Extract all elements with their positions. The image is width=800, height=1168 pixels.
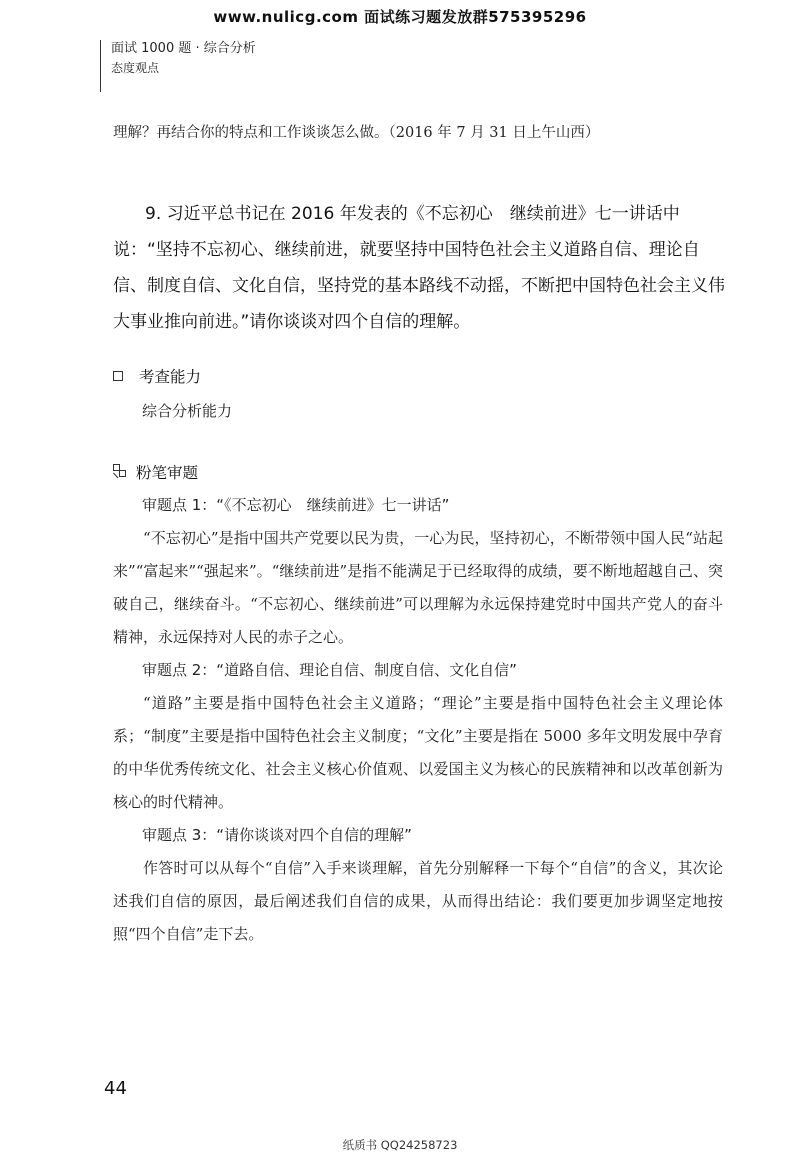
analysis-heading xyxy=(113,462,198,484)
analysis-point-1-label: 审题点 1：“《不忘初心 继续前进》七一讲话” xyxy=(142,496,450,514)
chalk-grid-icon xyxy=(113,464,126,479)
analysis-point-2-body: “道路”主要是指中国特色社会主义道路；“理论”主要是指中国特色社会主义理论体系；“制度”主要是指中国特色社会主义制度；“文化”主要是指在 5000 多年文明发展中孕育的中华优秀传统文化、社会主义核心价值观、以爱国主义为核心的民族精神和以改革创新为核心的时代精神。 xyxy=(113,694,723,811)
running-header xyxy=(100,40,256,92)
analysis-point-1-body: “不忘初心”是指中国共产党要以民为贵，一心为民，坚持初心，不断带领中国人民“站起来”“富起来”“强起来”。“继续前进”是指不能满足于已经取得的成绩，要不断地超越自己、突破自己，继续奋斗。“不忘初心、继续前进”可以理解为永远保持建党时中国共产党人的奋斗精神，永远保持对人民的赤子之心。 xyxy=(113,529,723,646)
ability-heading-label: 考查能力 xyxy=(139,368,202,386)
question-9: 9. 习近平总书记在 2016 年发表的《不忘初心 继续前进》七一讲话中说：“坚持不忘初心、继续前进，就要坚持中国特色社会主义道路自信、理论自信、制度自信、文化自信，坚持党的基本路线不动摇，不断把中国特色社会主义伟大事业推向前进。”请你谈谈对四个自信的理解。 xyxy=(113,204,725,332)
square-bullet-icon xyxy=(113,371,123,381)
analysis-point-2-label: 审题点 2：“道路自信、理论自信、制度自信、文化自信” xyxy=(142,661,517,679)
previous-question-continuation: 理解？再结合你的特点和工作谈谈怎么做。（2016 年 7 月 31 日上午山西） xyxy=(113,125,600,141)
ability-content: 综合分析能力 xyxy=(142,402,233,420)
top-banner: www.nulicg.com 面试练习题发放群575395296 xyxy=(213,8,587,26)
footer-note: 纸质书 QQ24258723 xyxy=(342,1138,458,1152)
analysis-point-3-body: 作答时可以从每个“自信”入手来谈理解，首先分别解释一下每个“自信”的含义，其次论述我们自信的原因，最后阐述我们自信的成果，从而得出结论：我们要更加步调坚定地按照“四个自信”走下去。 xyxy=(113,859,723,943)
analysis-point-3-label: 审题点 3：“请你谈谈对四个自信的理解” xyxy=(142,826,412,844)
page-number: 44 xyxy=(104,1078,127,1099)
analysis-heading-label: 粉笔审题 xyxy=(136,464,199,482)
chapter-title: 态度观点 xyxy=(111,61,160,75)
book-title: 面试 1000 题 · 综合分析 xyxy=(111,41,256,56)
ability-heading xyxy=(113,366,201,388)
